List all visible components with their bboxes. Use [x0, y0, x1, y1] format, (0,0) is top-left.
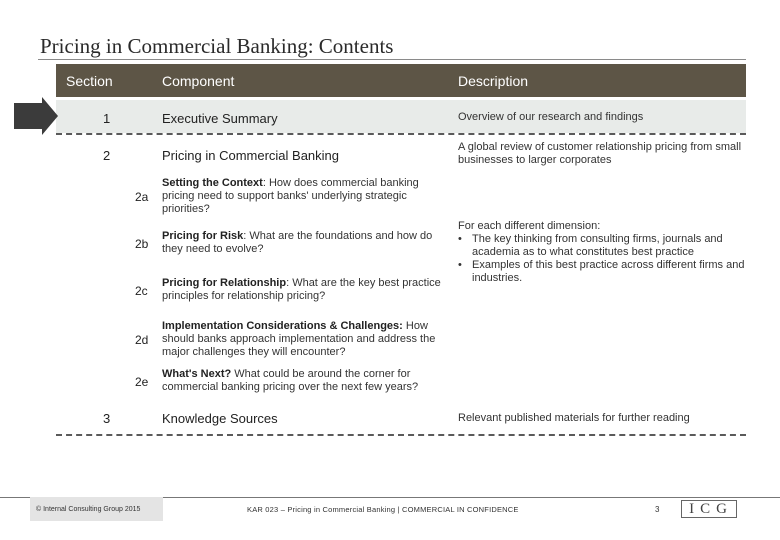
dimension-intro: For each different dimension:	[458, 220, 601, 232]
subsection-title: Pricing for Relationship	[162, 277, 287, 289]
dimension-bullet: • The key thinking from consulting firms, journals and academia as to what constitutes best practice	[458, 233, 748, 259]
subsection-body: : What are the foundations and how do they need to evolve?	[162, 230, 433, 255]
subsection-number: 2e	[135, 375, 149, 389]
footer-copyright: © Internal Consulting Group 2015	[36, 506, 141, 513]
row-number: 2	[103, 148, 111, 163]
title-divider	[38, 59, 746, 60]
page-number: 3	[655, 505, 660, 514]
dimension-bullets	[458, 233, 748, 285]
subsection-text	[162, 368, 447, 394]
subsection-text	[162, 230, 447, 256]
row-number: 1	[103, 111, 111, 126]
subsection-body: : How does commercial banking pricing need to support banks' underlying strategic priorities?	[162, 177, 419, 215]
subsection-text	[162, 177, 447, 216]
header-section: Section	[66, 73, 113, 89]
row-component: Executive Summary	[162, 111, 278, 126]
row-component: Knowledge Sources	[162, 411, 278, 426]
subsection-title: What's Next?	[162, 368, 232, 380]
subsection-text	[162, 277, 447, 303]
row-divider	[56, 434, 746, 436]
subsection-body: : What are the key best practice principles for relationship pricing?	[162, 277, 441, 302]
row-description: A global review of customer relationship pricing from small businesses to larger corporates	[458, 141, 742, 166]
subsection-title: Pricing for Risk	[162, 230, 244, 242]
subsection-number: 2d	[135, 333, 149, 347]
subsection-body: How should banks approach implementation and address the major challenges they will encounter?	[162, 320, 436, 358]
subsection-number: 2c	[135, 284, 148, 298]
subsection-body: What could be around the corner for commercial banking pricing over the next few years?	[162, 368, 419, 393]
footer-confidentiality: KAR 023 – Pricing in Commercial Banking | COMMERCIAL IN CONFIDENCE	[247, 505, 519, 514]
table-header	[56, 64, 746, 97]
company-logo: ICG	[681, 500, 737, 518]
subsection-title: Implementation Considerations & Challenges:	[162, 320, 403, 332]
row-divider	[56, 133, 746, 135]
dimension-bullet: • Examples of this best practice across different firms and industries.	[458, 259, 748, 285]
row-description: Relevant published materials for further reading	[458, 412, 690, 424]
row-component: Pricing in Commercial Banking	[162, 148, 340, 163]
subsection-number: 2a	[135, 190, 149, 204]
arrow-right-icon	[14, 97, 58, 135]
dimension-description	[458, 220, 748, 285]
row-number: 3	[103, 411, 111, 426]
header-description: Description	[458, 73, 529, 89]
header-component: Component	[162, 73, 235, 89]
subsection-number: 2b	[135, 237, 149, 251]
subsection-text	[162, 320, 447, 359]
row-description: Overview of our research and findings	[458, 111, 644, 123]
subsection-title: Setting the Context	[162, 177, 263, 189]
page-title: Pricing in Commercial Banking: Contents	[40, 34, 394, 58]
